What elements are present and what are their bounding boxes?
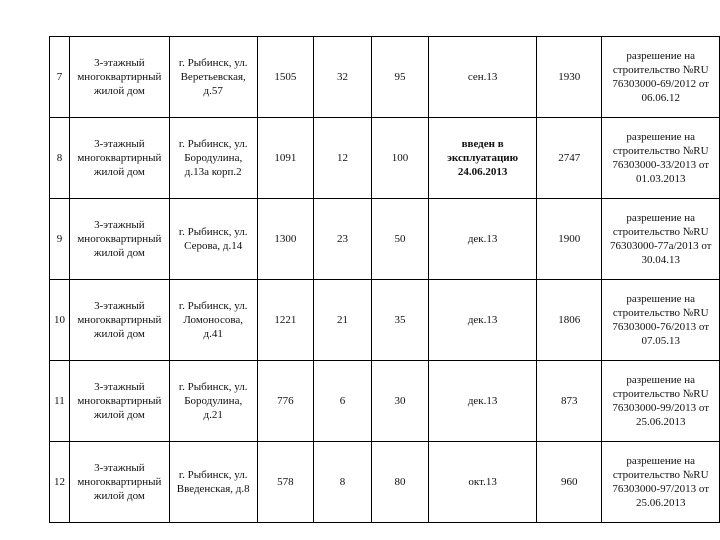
area-cell: 1221 <box>257 280 314 361</box>
address-cell <box>169 199 257 280</box>
cost-cell: 960 <box>536 442 602 523</box>
residents-count-cell: 50 <box>371 199 429 280</box>
residents-count-cell: 95 <box>371 37 429 118</box>
cost-cell: 1806 <box>536 280 602 361</box>
cell-line: многоквартирный <box>77 314 162 326</box>
status-cell <box>429 442 537 523</box>
cell-line: 07.05.13 <box>641 335 680 347</box>
cell-line: строительство №RU <box>612 226 709 238</box>
flats-count-cell: 8 <box>314 442 372 523</box>
cell-line: 76303000-33/2013 от <box>612 159 710 171</box>
cell-line: г. Рыбинск, ул. <box>178 381 248 393</box>
flats-count-cell: 23 <box>314 199 372 280</box>
cell-line: 76303000-77а/2013 от <box>609 240 712 252</box>
permit-cell <box>602 280 720 361</box>
cell-line: жилой дом <box>93 85 145 97</box>
building-type-cell <box>69 118 169 199</box>
cell-line: жилой дом <box>93 328 145 340</box>
cell-line: 3-этажный <box>94 138 145 150</box>
cell-line: разрешение на <box>626 131 696 143</box>
cell-line: 3-этажный <box>94 300 145 312</box>
area-cell: 776 <box>257 361 314 442</box>
status-cell <box>429 280 537 361</box>
flats-count-cell: 32 <box>314 37 372 118</box>
cell-line: 3-этажный <box>94 57 145 69</box>
flats-count-cell: 6 <box>314 361 372 442</box>
building-type-cell <box>69 199 169 280</box>
cell-line: Ломоносова, <box>183 314 244 326</box>
residents-count-cell: 100 <box>371 118 429 199</box>
cell-line: строительство №RU <box>612 145 709 157</box>
cell-line: многоквартирный <box>77 152 162 164</box>
table-body <box>50 37 720 523</box>
cell-line: дек.13 <box>467 233 498 245</box>
area-cell: 578 <box>257 442 314 523</box>
cost-cell: 1900 <box>536 199 602 280</box>
cell-line: 06.06.12 <box>641 92 680 104</box>
status-cell <box>429 199 537 280</box>
cell-line: 3-этажный <box>94 381 145 393</box>
building-type-cell <box>69 37 169 118</box>
status-cell <box>429 361 537 442</box>
cell-line: г. Рыбинск, ул. <box>178 226 248 238</box>
status-cell <box>429 37 537 118</box>
cell-line: д.41 <box>203 328 223 340</box>
cell-line: сен.13 <box>467 71 498 83</box>
address-cell <box>169 361 257 442</box>
table-row <box>50 118 720 199</box>
address-cell <box>169 442 257 523</box>
cell-line: многоквартирный <box>77 233 162 245</box>
cell-line: строительство №RU <box>612 469 709 481</box>
housing-table <box>49 36 720 523</box>
status-cell <box>429 118 537 199</box>
cell-line: строительство №RU <box>612 388 709 400</box>
building-type-cell <box>69 442 169 523</box>
permit-cell <box>602 442 720 523</box>
cell-line: жилой дом <box>93 166 145 178</box>
cell-line: г. Рыбинск, ул. <box>178 300 248 312</box>
cell-line: 30.04.13 <box>641 254 680 266</box>
table-row <box>50 280 720 361</box>
cell-line: 25.06.2013 <box>635 497 686 509</box>
address-cell <box>169 37 257 118</box>
residents-count-cell: 35 <box>371 280 429 361</box>
table-row <box>50 199 720 280</box>
cell-line: многоквартирный <box>77 71 162 83</box>
cell-line: эксплуатацию <box>447 152 519 164</box>
address-cell <box>169 280 257 361</box>
row-number-cell: 8 <box>50 118 70 199</box>
cell-line: 76303000-99/2013 от <box>612 402 710 414</box>
cell-line: Введенская, д.8 <box>176 483 250 495</box>
cell-line: Бородулина, <box>184 395 243 407</box>
row-number-cell: 7 <box>50 37 70 118</box>
permit-cell <box>602 361 720 442</box>
cell-line: 76303000-76/2013 от <box>612 321 710 333</box>
building-type-cell <box>69 280 169 361</box>
cell-line: разрешение на <box>626 50 696 62</box>
cell-line: 01.03.2013 <box>635 173 686 185</box>
cell-line: Серова, д.14 <box>184 240 243 252</box>
cell-line: 25.06.2013 <box>635 416 686 428</box>
area-cell: 1091 <box>257 118 314 199</box>
row-number-cell: 9 <box>50 199 70 280</box>
cell-line: г. Рыбинск, ул. <box>178 469 248 481</box>
table-row <box>50 37 720 118</box>
table-row <box>50 361 720 442</box>
cell-line: д.21 <box>203 409 223 421</box>
cell-line: г. Рыбинск, ул. <box>178 138 248 150</box>
cell-line: введен в <box>461 138 504 150</box>
table-row <box>50 442 720 523</box>
row-number-cell: 10 <box>50 280 70 361</box>
cell-line: окт.13 <box>468 476 497 488</box>
cell-line: строительство №RU <box>612 307 709 319</box>
cell-line: дек.13 <box>467 314 498 326</box>
flats-count-cell: 21 <box>314 280 372 361</box>
residents-count-cell: 30 <box>371 361 429 442</box>
cell-line: д.57 <box>203 85 223 97</box>
cell-line: 76303000-69/2012 от <box>612 78 710 90</box>
area-cell: 1300 <box>257 199 314 280</box>
permit-cell <box>602 199 720 280</box>
cell-line: разрешение на <box>626 212 696 224</box>
permit-cell <box>602 37 720 118</box>
cell-line: разрешение на <box>626 293 696 305</box>
cell-line: жилой дом <box>93 490 145 502</box>
cell-line: разрешение на <box>626 455 696 467</box>
area-cell: 1505 <box>257 37 314 118</box>
cell-line: жилой дом <box>93 409 145 421</box>
cell-line: г. Рыбинск, ул. <box>178 57 248 69</box>
cell-line: 3-этажный <box>94 462 145 474</box>
cell-line: 24.06.2013 <box>457 166 508 178</box>
cell-line: многоквартирный <box>77 395 162 407</box>
cell-line: 3-этажный <box>94 219 145 231</box>
cell-line: Бородулина, <box>184 152 243 164</box>
cell-line: д.13а корп.2 <box>184 166 242 178</box>
cell-line: многоквартирный <box>77 476 162 488</box>
cell-line: Веретьевская, <box>180 71 246 83</box>
cost-cell: 873 <box>536 361 602 442</box>
row-number-cell: 12 <box>50 442 70 523</box>
building-type-cell <box>69 361 169 442</box>
cell-line: 76303000-97/2013 от <box>612 483 710 495</box>
cost-cell: 1930 <box>536 37 602 118</box>
address-cell <box>169 118 257 199</box>
flats-count-cell: 12 <box>314 118 372 199</box>
cell-line: дек.13 <box>467 395 498 407</box>
cell-line: строительство №RU <box>612 64 709 76</box>
cell-line: разрешение на <box>626 374 696 386</box>
residents-count-cell: 80 <box>371 442 429 523</box>
cost-cell: 2747 <box>536 118 602 199</box>
row-number-cell: 11 <box>50 361 70 442</box>
cell-line: жилой дом <box>93 247 145 259</box>
permit-cell <box>602 118 720 199</box>
